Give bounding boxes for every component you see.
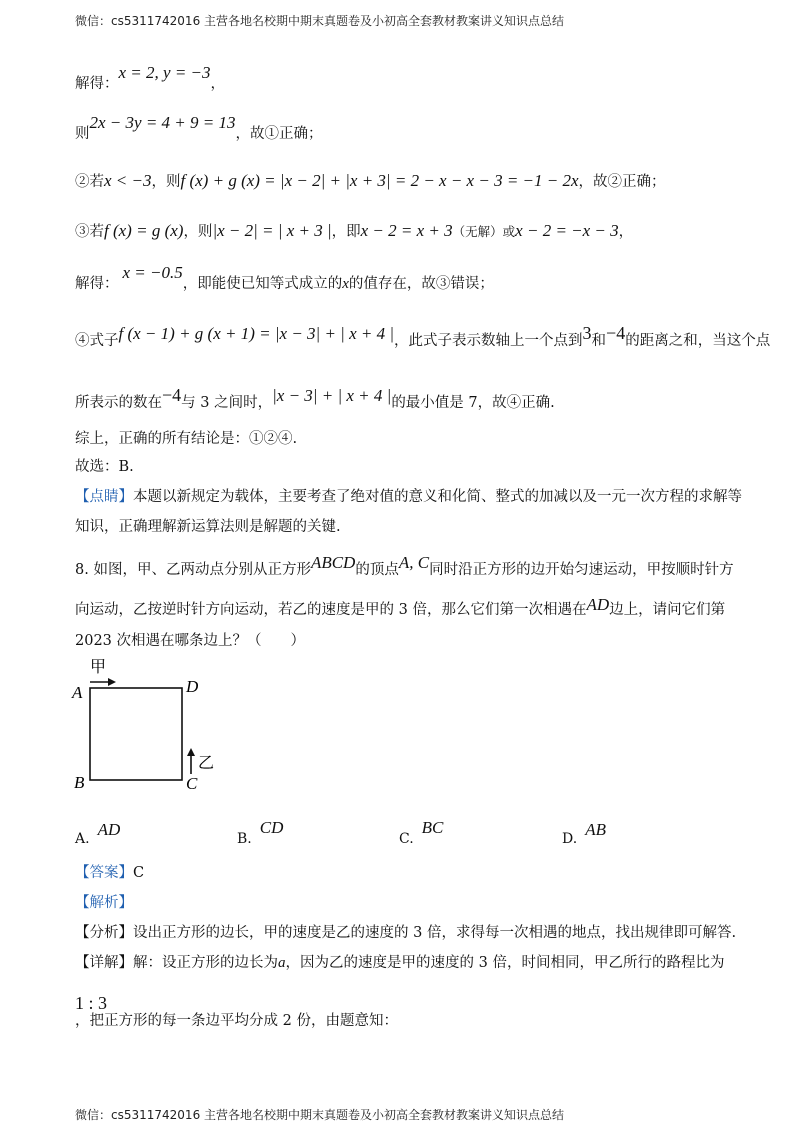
- text: 的最小值是 7，故④正确.: [391, 395, 555, 411]
- text: ，此式子表示数轴上一个点到: [394, 333, 583, 349]
- option-a[interactable]: [75, 820, 121, 847]
- solution-line-5: [75, 262, 494, 292]
- text: ，: [210, 76, 226, 92]
- comment-tag: 【点睛】: [75, 489, 133, 505]
- vertex-a: A: [72, 683, 83, 702]
- equation: f (x) + g (x) = |x − 2| + |x + 3| = 2 − x − x − 3 = −1 − 2x: [180, 171, 579, 190]
- comment-line-1: [75, 486, 742, 508]
- equation: f (x) = g (x): [104, 221, 184, 240]
- solution-line-3: [75, 170, 666, 193]
- text: ，故①正确；: [235, 126, 323, 142]
- fenxi-line: [75, 922, 736, 944]
- equation: x = −0.5: [122, 263, 183, 282]
- text: （无解）或: [452, 224, 516, 239]
- text: ，因为乙的速度是甲的速度的 3 倍，时间相同，甲乙所行的路程比为: [285, 955, 725, 971]
- arrow-yi-head: [187, 748, 195, 756]
- variable: a: [278, 955, 286, 971]
- number: 3: [582, 323, 592, 343]
- equation: f (x − 1) + g (x + 1) = |x − 3| + | x + 4 |: [118, 324, 395, 343]
- detail-line: [75, 952, 724, 974]
- text: 的值存在，故③错误；: [348, 276, 494, 292]
- question-line-1: [75, 552, 734, 578]
- text: ，即: [331, 224, 361, 240]
- text: ④式子: [75, 333, 119, 349]
- solution-line-6: [75, 322, 771, 349]
- choice-line: 故选：B.: [75, 459, 134, 475]
- math: AD: [586, 595, 610, 614]
- equation: 2x − 3y = 4 + 9 = 13: [89, 113, 236, 132]
- analysis-tag-line: [75, 892, 133, 914]
- analysis-tag: 【解析】: [75, 895, 133, 911]
- math: A, C: [398, 553, 430, 572]
- equation: x < −3: [104, 171, 152, 190]
- option-letter: C.: [399, 831, 414, 847]
- text: 与 3 之间时，: [181, 395, 273, 411]
- equation: |x − 3| + | x + 4 |: [272, 386, 392, 405]
- text: 边上，请问它们第: [609, 602, 726, 618]
- option-value: AB: [585, 820, 606, 839]
- text: 解得：: [75, 276, 119, 292]
- text: 和: [591, 333, 607, 349]
- text: 则: [75, 126, 90, 142]
- option-letter: B.: [237, 831, 252, 847]
- answer-line: [75, 862, 144, 884]
- label-yi: 乙: [198, 755, 215, 772]
- vertex-c: C: [186, 774, 198, 793]
- text: ，故②正确；: [578, 174, 666, 190]
- label-jia: 甲: [90, 659, 107, 676]
- solution-line-1: [75, 62, 226, 92]
- text: 解：设正方形的边长为: [133, 955, 278, 971]
- vertex-d: D: [186, 677, 199, 696]
- text: 的距离之和，当这个点: [625, 333, 771, 349]
- number: −4: [162, 385, 182, 405]
- option-letter: A.: [75, 831, 90, 847]
- option-letter: D.: [562, 831, 578, 847]
- text: 解得：: [75, 76, 119, 92]
- option-value: BC: [421, 818, 444, 837]
- solution-line-4: [75, 220, 633, 243]
- square-abcd: [90, 688, 182, 780]
- fenxi-tag: 【分析】: [75, 925, 133, 941]
- option-value: AD: [97, 820, 121, 839]
- summary-line: 综上，正确的所有结论是：①②④.: [75, 431, 298, 447]
- comment-line-2: 知识，正确理解新运算法则是解题的关键.: [75, 519, 341, 535]
- option-c[interactable]: [399, 818, 444, 847]
- question-line-2: [75, 594, 725, 617]
- text: ③若: [75, 224, 104, 240]
- text: 的顶点: [355, 562, 399, 578]
- arrow-jia-head: [108, 678, 116, 686]
- last-line: ，把正方形的每一条边平均分成 2 份，由题意知：: [75, 1013, 398, 1029]
- page-header: 微信：cs5311742016 主营各地名校期中期末真题卷及小初高全套教材教案讲义知识点总结: [75, 14, 565, 28]
- text: 设出正方形的边长，甲的速度是乙的速度的 3 倍，求得每一次相遇的地点，找出规律即可解答.: [133, 925, 737, 941]
- equation: x − 2 = −x − 3: [515, 221, 619, 240]
- option-b[interactable]: [237, 818, 284, 847]
- question-line-3: 2023 次相遇在哪条边上？（ ）: [75, 633, 306, 649]
- option-value: CD: [259, 818, 284, 837]
- solution-line-7: [75, 384, 555, 411]
- equation: x = 2, y = −3: [118, 63, 211, 82]
- equation: |x − 2| = | x + 3 |: [212, 221, 332, 240]
- text: 同时沿正方形的边开始匀速运动，甲按顺时针方: [429, 562, 734, 578]
- options-row: [75, 814, 725, 847]
- text: 本题以新规定为载体，主要考查了绝对值的意义和化简、整式的加减以及一元一次方程的求解等: [133, 489, 742, 505]
- answer-value: C: [133, 865, 145, 881]
- text: ，: [618, 224, 634, 240]
- math: ABCD: [310, 553, 356, 572]
- solution-line-2: [75, 112, 323, 142]
- text: ②若: [75, 174, 104, 190]
- text: ，则: [151, 174, 181, 190]
- option-d[interactable]: [562, 820, 606, 847]
- text: ，则: [183, 224, 213, 240]
- text: ，即能使已知等式成立的: [182, 276, 343, 292]
- text: 所表示的数在: [75, 395, 162, 411]
- page-footer: 微信：cs5311742016 主营各地名校期中期末真题卷及小初高全套教材教案讲义知识点总结: [75, 1108, 565, 1122]
- equation: x − 2 = x + 3: [360, 221, 453, 240]
- answer-tag: 【答案】: [75, 865, 133, 881]
- variable: x: [342, 276, 349, 292]
- detail-tag: 【详解】: [75, 955, 133, 971]
- number: −4: [606, 323, 626, 343]
- square-figure: [70, 656, 230, 796]
- ratio: 1 : 3: [75, 993, 108, 1013]
- vertex-b: B: [74, 773, 85, 792]
- text: 8. 如图，甲、乙两动点分别从正方形: [75, 562, 311, 578]
- text: 向运动，乙按逆时针方向运动，若乙的速度是甲的 3 倍，那么它们第一次相遇在: [75, 602, 587, 618]
